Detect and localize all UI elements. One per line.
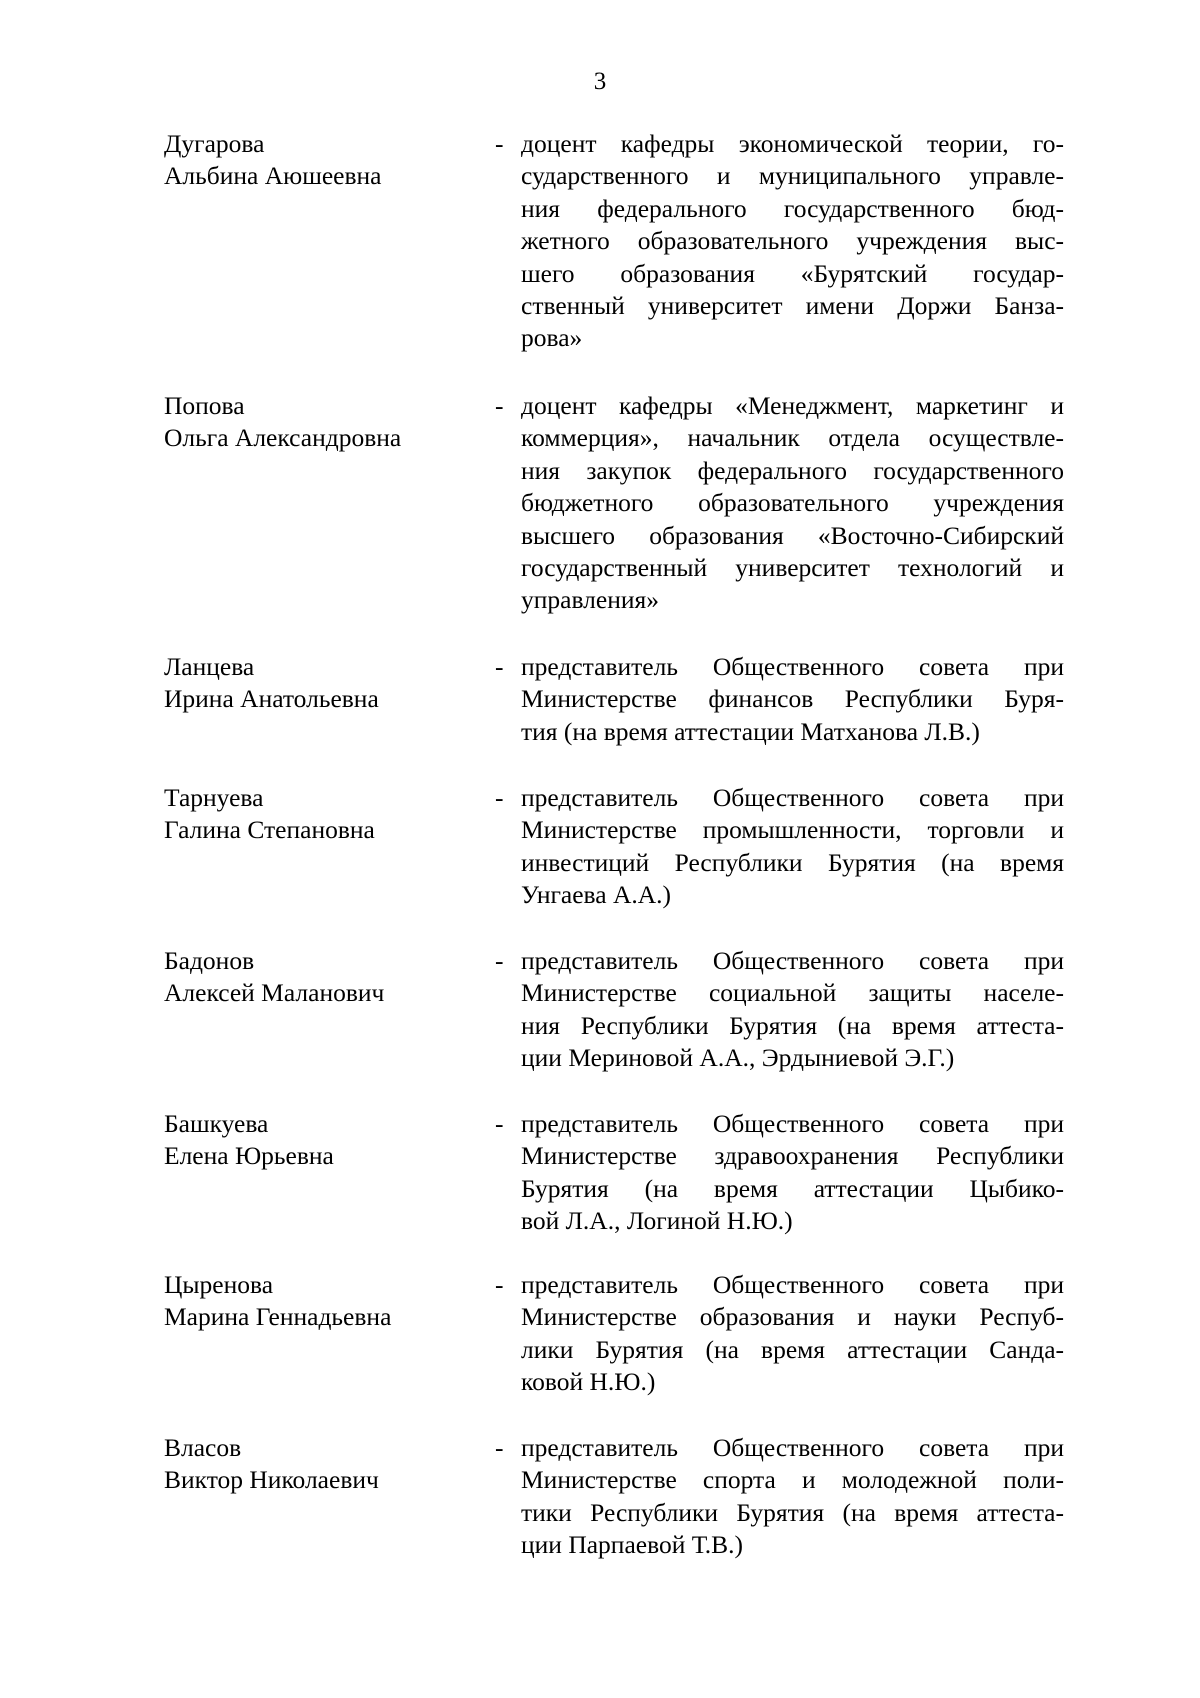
description-line: представитель Общественного совета при [521, 1109, 1064, 1138]
description-line: шего образования «Бурятский государ- [521, 258, 1064, 288]
member-given-names: Елена Юрьевна [164, 1141, 334, 1171]
member-description [521, 390, 1064, 617]
member-surname: Бадонов [164, 946, 255, 975]
member-name [164, 945, 464, 1010]
description-line: ции Мериновой А.А., Эрдыниевой Э.Г.) [521, 1043, 955, 1073]
member-name [164, 1269, 464, 1334]
description-line: лики Бурятия (на время аттестации Санда- [521, 1334, 1064, 1364]
member-surname: Власов [164, 1433, 242, 1462]
member-given-names: Альбина Аюшеевна [164, 161, 382, 191]
member-given-names: Ирина Анатольевна [164, 684, 379, 714]
description-line: Министерстве здравоохранения Республики [521, 1141, 1064, 1171]
member-description [521, 945, 1064, 1075]
member-name [164, 390, 464, 455]
description-line: представитель Общественного совета при [521, 783, 1064, 812]
description-line: представитель Общественного совета при [521, 1270, 1064, 1299]
member-given-names: Алексей Маланович [164, 978, 385, 1008]
description-line: Министерстве финансов Республики Буря- [521, 684, 1064, 714]
description-line: жетного образовательного учреждения выс- [521, 226, 1064, 256]
description-line: государственный университет технологий и [521, 553, 1064, 583]
member-description [521, 1108, 1064, 1238]
member-given-names: Виктор Николаевич [164, 1465, 379, 1495]
member-dash: - [495, 783, 504, 812]
member-surname: Дугарова [164, 129, 265, 158]
member-name [164, 651, 464, 716]
description-line: сударственного и муниципального управле- [521, 161, 1064, 191]
description-line: Министерстве социальной защиты населе- [521, 978, 1064, 1008]
description-line: Бурятия (на время аттестации Цыбико- [521, 1173, 1064, 1203]
description-line: тия (на время аттестации Матханова Л.В.) [521, 716, 980, 746]
member-given-names: Галина Степановна [164, 815, 375, 845]
member-name [164, 128, 464, 193]
description-line: высшего образования «Восточно-Сибирский [521, 520, 1064, 550]
description-line: доцент кафедры экономической теории, го- [521, 129, 1064, 158]
member-surname: Ланцева [164, 652, 255, 681]
description-line: ственный университет имени Доржи Банза- [521, 291, 1064, 321]
description-line: Министерстве образования и науки Респуб- [521, 1302, 1064, 1332]
description-line: Министерстве промышленности, торговли и [521, 815, 1064, 845]
member-dash: - [495, 1270, 504, 1299]
description-line: бюджетного образовательного учреждения [521, 488, 1064, 518]
description-line: ции Парпаевой Т.В.) [521, 1530, 743, 1560]
member-dash: - [495, 1109, 504, 1138]
description-line: ния закупок федерального государственного [521, 455, 1064, 485]
member-surname: Тарнуева [164, 783, 264, 812]
member-description [521, 128, 1064, 355]
member-dash: - [495, 652, 504, 681]
member-dash: - [495, 946, 504, 975]
member-name [164, 782, 464, 847]
description-line: ния федерального государственного бюд- [521, 193, 1064, 223]
page-number: 3 [593, 68, 607, 95]
description-line: представитель Общественного совета при [521, 1433, 1064, 1462]
member-dash: - [495, 129, 504, 158]
description-line: вой Л.А., Логиной Н.Ю.) [521, 1206, 793, 1236]
member-dash: - [495, 1433, 504, 1462]
member-dash: - [495, 391, 504, 420]
description-line: инвестиций Республики Бурятия (на время [521, 847, 1064, 877]
description-line: тики Республики Бурятия (на время аттеста- [521, 1497, 1064, 1527]
description-line: коммерция», начальник отдела осуществле- [521, 423, 1064, 453]
description-line: представитель Общественного совета при [521, 652, 1064, 681]
description-line: представитель Общественного совета при [521, 946, 1064, 975]
member-given-names: Марина Геннадьевна [164, 1302, 392, 1332]
description-line: ковой Н.Ю.) [521, 1367, 656, 1397]
member-description [521, 1269, 1064, 1399]
description-line: управления» [521, 585, 659, 615]
member-name [164, 1432, 464, 1497]
description-line: Унгаева А.А.) [521, 880, 672, 910]
member-description [521, 782, 1064, 912]
member-surname: Башкуева [164, 1109, 269, 1138]
member-description [521, 651, 1064, 748]
description-line: доцент кафедры «Менеджмент, маркетинг и [521, 391, 1064, 420]
member-name [164, 1108, 464, 1173]
description-line: Министерстве спорта и молодежной поли- [521, 1465, 1064, 1495]
description-line: рова» [521, 323, 583, 353]
member-given-names: Ольга Александровна [164, 423, 402, 453]
member-surname: Цыренова [164, 1270, 274, 1299]
member-surname: Попова [164, 391, 245, 420]
description-line: ния Республики Бурятия (на время аттеста- [521, 1010, 1064, 1040]
member-description [521, 1432, 1064, 1562]
